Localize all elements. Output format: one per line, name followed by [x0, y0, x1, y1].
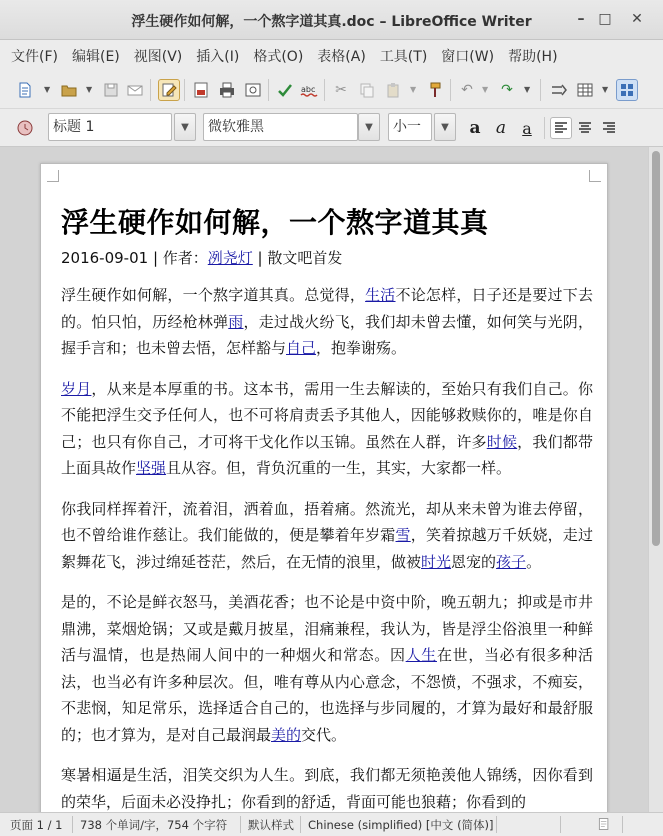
chevron-down-icon[interactable]: ▼ — [434, 113, 456, 141]
document-meta — [61, 248, 593, 268]
align-right-icon[interactable] — [598, 117, 620, 139]
language-status[interactable]: Chinese (simplified) [中文 (简体)] — [308, 818, 494, 832]
paragraph — [61, 762, 593, 812]
menu-table[interactable]: 表格(A) — [317, 49, 366, 65]
print-preview-icon[interactable] — [242, 79, 264, 101]
paste-icon[interactable] — [382, 79, 404, 101]
export-pdf-icon[interactable] — [190, 79, 212, 101]
toolbar-separator — [184, 79, 185, 101]
paragraph — [61, 376, 593, 482]
styles-icon[interactable] — [14, 117, 36, 139]
hyperlink-icon[interactable] — [548, 79, 570, 101]
title-bar — [0, 0, 663, 40]
email-icon[interactable] — [124, 79, 146, 101]
hyperlink[interactable]: 时候 — [486, 432, 518, 451]
print-icon[interactable] — [216, 79, 238, 101]
font-size-combo[interactable]: 小一 — [388, 113, 432, 141]
paragraph — [61, 589, 593, 748]
table-icon[interactable] — [574, 79, 596, 101]
status-separator — [240, 816, 241, 833]
text-run: ，从来是本厚重的书。这本书，需用一生去解读的，至始只有我们自己。你不能把浮生交予任何人，也不可将肩责丢予其他人，因能够救赎你的，唯是你自己；也只有你自己，才可将干戈化作以玉锦。虽然在人群，许多 — [61, 379, 593, 451]
toolbar-separator — [324, 79, 325, 101]
formatting-toolbar — [0, 109, 663, 147]
window-title: 浮生硬作如何解，一个熬字道其真.doc – LibreOffice Writer — [131, 14, 532, 30]
hyperlink[interactable]: 雪 — [395, 526, 411, 544]
status-separator — [622, 816, 623, 833]
menu-window[interactable]: 窗口(W) — [441, 49, 495, 65]
copy-icon[interactable] — [356, 79, 378, 101]
text-run: ，抱拳谢殇。 — [316, 339, 407, 357]
status-separator — [300, 816, 301, 833]
italic-icon[interactable]: a — [495, 118, 507, 138]
text-run: 交代。 — [301, 725, 347, 744]
minimize-button[interactable]: – — [577, 11, 585, 27]
hyperlink[interactable]: 美的 — [271, 725, 302, 744]
menu-format[interactable]: 格式(O) — [253, 49, 304, 65]
document-title: 浮生硬作如何解，一个熬字道其真 — [61, 206, 489, 239]
hyperlink[interactable]: 雨 — [228, 312, 244, 331]
menu-tools[interactable]: 工具(T) — [379, 49, 428, 65]
status-separator — [560, 816, 561, 833]
navigator-icon[interactable] — [616, 79, 638, 101]
hyperlink[interactable]: 岁月 — [61, 379, 92, 398]
page-corner-mark — [589, 170, 601, 182]
hyperlink[interactable]: 孩子 — [496, 552, 527, 571]
document-modified-icon[interactable] — [594, 814, 614, 834]
page-corner-mark — [47, 170, 59, 182]
chevron-down-icon[interactable]: ▼ — [410, 85, 417, 94]
text-run: 且从容。但，背负沉重的一生，其实，大家都一样。 — [166, 459, 512, 477]
toolbar-separator — [544, 117, 545, 139]
cut-icon[interactable]: ✂ — [335, 82, 347, 98]
toolbar-separator — [150, 79, 151, 101]
page-count[interactable]: 页面 1 / 1 — [10, 818, 63, 832]
redo-icon[interactable]: ↷ — [501, 82, 513, 98]
text-run: 寒暑相逼是生活，泪笑交织为人生。到底，我们都无须艳羡他人锦绣，因你看到的荣华，后面未必没挣扎；你看到的舒适，背面可能也狼藉；你看到的 — [61, 766, 593, 811]
align-center-icon[interactable] — [574, 117, 596, 139]
font-name-combo[interactable]: 微软雅黑 — [203, 113, 358, 141]
text-run: 是的，不论是鲜衣怒马，美酒花香；也不论是中资中阶，晚五朝九；抑或是市井鼎沸，菜烟炝锅；又或是戴月披星，泪痛兼程，我认为，皆是浮尘俗浪里一种鲜活与温情，也是热闹人间中的一种烟火和常态。因 — [61, 593, 593, 664]
clone-formatting-icon[interactable] — [424, 79, 446, 101]
text-run: ，走过战火纷飞，我们却未曾去懂，如何笑与光阴，握手言和；也未曾去悟，怎样豁与 — [61, 312, 593, 357]
hyperlink[interactable]: 生活 — [365, 286, 396, 304]
word-count[interactable]: 738 个单词/字，754 个字符 — [80, 818, 228, 832]
status-separator — [496, 816, 497, 833]
document-area[interactable] — [0, 147, 648, 812]
auto-spellcheck-icon[interactable] — [298, 79, 320, 101]
chevron-down-icon[interactable]: ▼ — [174, 113, 196, 141]
text-run: 不论怎样，日子还是要过下去的。怕只怕，历经枪林弹 — [61, 286, 593, 331]
author-link[interactable]: 冽尧灯 — [207, 249, 253, 267]
save-icon[interactable] — [100, 79, 122, 101]
meta-source: | 散文吧首发 — [252, 249, 343, 267]
document-content[interactable] — [61, 204, 593, 812]
new-document-icon[interactable] — [14, 79, 36, 101]
menu-bar — [0, 40, 663, 72]
document-page[interactable] — [40, 163, 608, 812]
menu-help[interactable]: 帮助(H) — [508, 49, 558, 65]
vertical-scrollbar[interactable] — [648, 147, 663, 812]
text-run: ，笑着掠越万千妖娆，走过絮舞花飞，涉过绵延苍茫，然后，在无情的浪里，做被 — [61, 526, 593, 571]
status-separator — [72, 816, 73, 833]
chevron-down-icon[interactable]: ▼ — [358, 113, 380, 141]
edit-mode-icon[interactable] — [158, 79, 180, 101]
meta-date-author: 2016-09-01 | 作者： — [61, 249, 208, 267]
standard-toolbar — [0, 72, 663, 109]
scrollbar-thumb[interactable] — [652, 151, 660, 546]
text-run: ，我们都带上面具故作 — [61, 432, 593, 477]
menu-file[interactable]: 文件(F) — [11, 49, 58, 65]
text-run: 浮生硬作如何解，一个熬字道其真。总觉得， — [61, 286, 366, 304]
toolbar-separator — [268, 79, 269, 101]
align-left-icon[interactable] — [550, 117, 572, 139]
hyperlink[interactable]: 坚强 — [136, 459, 167, 477]
menu-view[interactable]: 视图(V) — [133, 49, 183, 65]
toolbar-separator — [450, 79, 451, 101]
svg-text:abc: abc — [301, 85, 316, 94]
bold-icon[interactable]: a — [469, 118, 481, 138]
spellcheck-icon[interactable] — [274, 79, 296, 101]
status-bar — [0, 812, 663, 836]
text-run: 在世，当必有很多种活法，也当必有许多种层次。但，唯有尊从内心意念，不怨愤，不强求，不痴妄，不悲悯，知足常乐，选择适合自己的，也选择与步同履的，才算为最好和最舒服的；也才算为，是对自己最润最 — [61, 646, 593, 744]
paragraph — [61, 282, 593, 362]
menu-edit[interactable]: 编辑(E) — [71, 49, 120, 65]
page-style[interactable]: 默认样式 — [248, 818, 294, 832]
menu-insert[interactable]: 插入(I) — [196, 49, 240, 65]
hyperlink[interactable]: 人生 — [405, 646, 437, 664]
paragraph-style-combo[interactable]: 标题 1 — [48, 113, 172, 141]
toolbar-separator — [540, 79, 541, 101]
paragraph — [61, 496, 593, 576]
chevron-down-icon[interactable]: ▼ — [44, 85, 51, 94]
chevron-down-icon[interactable]: ▼ — [86, 85, 93, 94]
underline-icon[interactable]: a — [522, 118, 532, 138]
hyperlink[interactable]: 自己 — [286, 339, 317, 357]
open-folder-icon[interactable] — [58, 79, 80, 101]
text-run: 你我同样挥着汗，流着泪，洒着血，捂着痛。然流光，却从来未曾为谁去停留，也不曾给谁作慈让。我们能做的，便是攀着年岁霜 — [61, 499, 593, 544]
maximize-button[interactable]: □ — [598, 11, 612, 27]
text-run: 。 — [526, 552, 542, 571]
chevron-down-icon[interactable]: ▼ — [602, 85, 609, 94]
text-run: 恩宠的 — [451, 552, 497, 571]
chevron-down-icon[interactable]: ▼ — [482, 85, 489, 94]
chevron-down-icon[interactable]: ▼ — [524, 85, 531, 94]
close-button[interactable]: ✕ — [631, 11, 643, 27]
hyperlink[interactable]: 时光 — [421, 552, 452, 571]
undo-icon[interactable]: ↶ — [461, 82, 473, 98]
